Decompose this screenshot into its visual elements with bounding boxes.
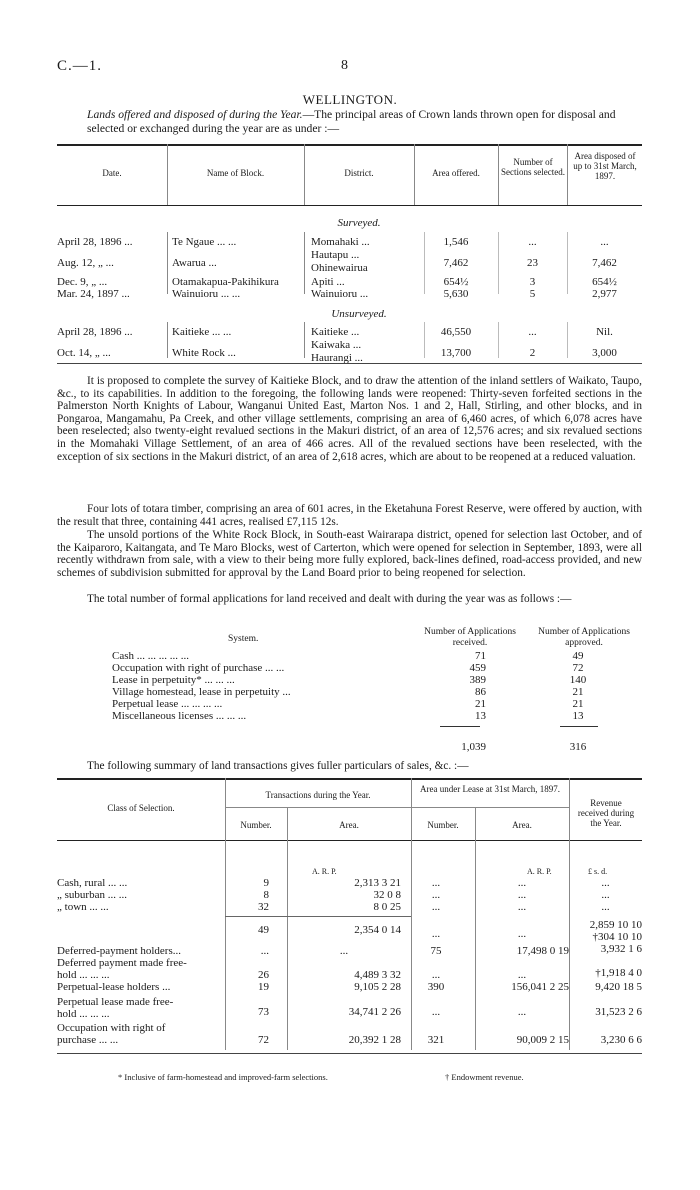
lease-area: 156,041 2 25 [511,981,569,993]
approved-count: 72 [572,662,584,674]
lease-number: ... [431,928,441,940]
lease-area: ... [517,969,527,981]
approved-count: 13 [572,710,584,722]
transactions-number: ... [260,945,269,957]
row-block: White Rock ... [172,347,236,359]
col-district-header: District. [344,168,374,178]
transactions-area: 34,741 2 26 [348,1006,401,1018]
row-sections: 5 [529,288,536,300]
row-sections: 3 [529,276,536,288]
transactions-area: 32 0 8 [373,889,401,901]
row-block: Te Ngaue ... ... [172,236,237,248]
system-name: Occupation with right of purchase ... ... [112,662,285,674]
system-name: Lease in perpetuity* ... ... ... [112,674,235,686]
col-transactions-header: Transactions during the Year. [265,790,371,800]
col-area-header: Area. [339,820,359,830]
received-count: 86 [475,686,486,698]
row-area-disposed: ... [600,236,609,248]
row-district: Kaiwaka ... [311,339,362,351]
total-rule [560,726,598,727]
paragraph-applications [57,593,642,606]
class-label-2: purchase ... ... [57,1034,119,1046]
col-sections-header: Number of Sections selected. [501,157,565,177]
lease-area: 90,009 2 15 [516,1034,569,1046]
revenue: 9,420 18 5 [595,981,642,993]
revenue: 2,859 10 10 [589,919,642,931]
class-label: Perpetual-lease holders ... [57,981,171,993]
revenue: 3,230 6 6 [600,1034,642,1046]
row-date: April 28, 1896 ... [57,326,133,338]
transactions-area: 2,354 0 14 [354,924,401,936]
transactions-area: 20,392 1 28 [348,1034,401,1046]
row-block: Awarua ... [172,257,217,269]
revenue-endowment: †304 10 10 [592,931,642,943]
row-sections: 23 [527,257,538,269]
total-approved: 316 [569,741,587,753]
row-sections: ... [528,236,537,248]
row-district-2: Haurangi ... [311,352,363,364]
transactions-number: 49 [258,924,269,936]
row-district: Apiti ... [311,276,345,288]
lease-number: ... [431,889,441,901]
col-area-offered-header: Area offered. [432,168,480,178]
row-district-2: Ohinewairua [311,262,368,274]
received-count: 389 [469,674,486,686]
row-block: Kaitieke ... ... [172,326,232,338]
row-area-disposed: Nil. [596,326,613,338]
class-label: Perpetual lease made free- [57,996,174,1008]
total-rule [440,726,480,727]
paragraph-kaitieke [57,375,642,463]
footnote-star: * Inclusive of farm-homestead and improved-farm selections. [118,1072,328,1082]
revenue: ... [601,877,610,889]
col-date-header: Date. [102,168,122,178]
units-arp: A. R. P. [312,867,337,876]
surveyed-label: Surveyed. [337,217,381,229]
class-label-2: hold ... ... ... [57,1008,110,1020]
transactions-number: 8 [263,889,269,901]
lease-area: ... [517,928,527,940]
row-date: Oct. 14, „ ... [57,347,111,359]
system-name: Miscellaneous licenses ... ... ... [112,710,247,722]
paragraph-text: It is proposed to complete the survey of Kaitieke Block, and to draw the attention of the inland settlers of Waikato, Taupo, &c., to its capabilities. In addition to the foregoing, the following lands were reopened: Thirty-seven forfeited sections in the Palmerston North Knights of Labour, Wanganui United East, Marton Nos. 1 and 2, Hall, Stirling, and other blocks, and in Pongaroa, Mangamahu, Pa Creek, and other village settlements, comprising an area of 6,460 acres, of which 6,078 acres have been reselected; also twenty-eight revalued sections in the Makuri district, of an area of 12,576 acres; and six revalued sections in the Momahaki Village Settlement, of an area of 466 acres. All of the revalued sections have been reselected, with the exception of six sections in the Makuri district, of an area of 2,618 acres, which are about to be reopened at a reduced valuation. [57,375,642,463]
row-date: Dec. 9, „ ... [57,276,108,288]
transactions-number: 19 [258,981,269,993]
lease-number: ... [431,901,441,913]
lease-number: 321 [427,1034,445,1046]
lease-number: 75 [430,945,442,957]
col-revenue-header: Revenue received during the Year. [577,798,635,828]
transactions-area: 8 0 25 [373,901,401,913]
col-class-header: Class of Selection. [107,803,175,813]
row-area-disposed: 654½ [592,276,617,288]
transactions-area: ... [339,945,349,957]
paragraph-white-rock [57,529,642,579]
row-date: Aug. 12, „ ... [57,257,114,269]
intro-text: —The principal areas of Crown lands thrown open for disposal and selected or exchanged during the year are as under :— [87,108,616,135]
row-area-disposed: 3,000 [592,347,617,359]
lease-number: ... [431,1006,441,1018]
revenue: 31,523 2 6 [595,1006,642,1018]
lease-area: ... [517,877,527,889]
page-number: 8 [341,58,348,73]
row-area-offered: 13,700 [440,347,472,359]
received-count: 21 [475,698,486,710]
lease-area: ... [517,889,527,901]
row-district: Hautapu ... [311,249,360,261]
summary-intro [57,760,642,773]
row-block: Otamakapua-Pakihikura [172,276,279,288]
received-count: 13 [475,710,486,722]
class-label: Deferred payment made free- [57,957,187,969]
lease-area: ... [517,901,527,913]
row-area-offered: 5,630 [443,288,469,300]
units-lsd: £ s. d. [588,867,608,876]
row-district: Kaitieke ... [311,326,360,338]
row-district: Momahaki ... [311,236,370,248]
paragraph-text: The unsold portions of the White Rock Block, in South-east Wairarapa district, opened for selection last October, and of the Kaiparoro, Kaitangata, and Te Maro Blocks, west of Carterton, which were opened for selection in September, 1893, were all recently withdrawn from sale, with a view to their being more fully explored, back-lines defined, road-access provided, and new schemes of subdivision submitted for approval by the Land Board prior to being reopened for selection. [57,529,642,579]
col-system-header: System. [228,634,259,644]
lease-area: ... [517,1006,527,1018]
transactions-number: 73 [258,1006,269,1018]
col-number2-header: Number. [427,820,459,830]
lease-number: ... [431,969,441,981]
approved-count: 140 [569,674,587,686]
class-label: Occupation with right of [57,1022,166,1034]
received-count: 71 [475,650,486,662]
system-name: Village homestead, lease in perpetuity ... [112,686,291,698]
intro-paragraph [87,108,643,136]
transactions-number: 9 [263,877,269,889]
transactions-area: 2,313 3 21 [354,877,401,889]
col-block-header: Name of Block. [206,168,265,178]
lease-number: 390 [427,981,445,993]
approved-count: 21 [572,686,584,698]
revenue: †1,918 4 0 [595,967,642,979]
revenue: 3,932 1 6 [600,943,642,955]
paragraph-text: Four lots of totara timber, comprising an area of 601 acres, in the Eketahuna Forest Reserve, were offered by auction, with the result that three, containing 441 acres, realised £7,115 12s. [57,503,642,528]
intro-italic-lead: Lands offered and disposed of during the Year. [87,108,303,121]
section-title: WELLINGTON. [302,92,398,107]
transactions-area: 9,105 2 28 [354,981,401,993]
document-reference: C.—1. [57,58,103,74]
row-area-offered: 46,550 [440,326,472,338]
approved-count: 21 [572,698,584,710]
transactions-area: 4,489 3 32 [354,969,401,981]
col-lease-header: Area under Lease at 31st March, 1897. [420,784,560,794]
transactions-number: 72 [258,1034,269,1046]
summary-intro-text: The following summary of land transactions gives fuller particulars of sales, &c. :— [87,760,469,772]
transactions-number: 26 [258,969,269,981]
revenue: ... [601,901,610,913]
col-area-disposed-header: Area disposed of up to 31st March, 1897. [573,151,637,181]
row-sections: ... [528,326,537,338]
transactions-number: 32 [258,901,269,913]
lease-number: ... [431,877,441,889]
row-district: Wainuioru ... [311,288,369,300]
approved-count: 49 [572,650,584,662]
lands-offered-table [57,144,642,364]
received-count: 459 [469,662,486,674]
col-received-header: Number of Applications received. [424,627,516,648]
lease-area: 17,498 0 19 [516,945,569,957]
row-area-disposed: 7,462 [592,257,617,269]
paragraph-totara [57,503,642,528]
revenue: ... [601,889,610,901]
class-label-2: hold ... ... ... [57,969,110,981]
class-label: „ town ... ... [57,901,109,913]
class-label: Cash, rural ... ... [57,877,128,889]
unsurveyed-label: Unsurveyed. [331,308,387,320]
class-label: Deferred-payment holders... [57,945,182,957]
row-area-disposed: 2,977 [592,288,617,300]
row-block: Wainuioru ... ... [172,288,241,300]
row-date: April 28, 1896 ... [57,236,133,248]
row-area-offered: 7,462 [443,257,469,269]
class-label: „ suburban ... ... [57,889,127,901]
row-area-offered: 1,546 [443,236,469,248]
total-received: 1,039 [461,741,486,753]
system-name: Perpetual lease ... ... ... ... [112,698,223,710]
row-sections: 2 [529,347,536,359]
col-area2-header: Area. [512,820,532,830]
col-approved-header: Number of Applications approved. [538,627,630,648]
footnote-dagger: † Endowment revenue. [445,1072,524,1082]
system-name: Cash ... ... ... ... ... [112,650,189,662]
col-number-header: Number. [240,820,272,830]
land-transactions-table [57,778,642,1053]
units-arp-2: A. R. P. [527,867,552,876]
row-area-offered: 654½ [443,276,469,288]
row-date: Mar. 24, 1897 ... [57,288,130,300]
paragraph-text: The total number of formal applications for land received and dealt with during the year was as follows :— [87,593,572,605]
